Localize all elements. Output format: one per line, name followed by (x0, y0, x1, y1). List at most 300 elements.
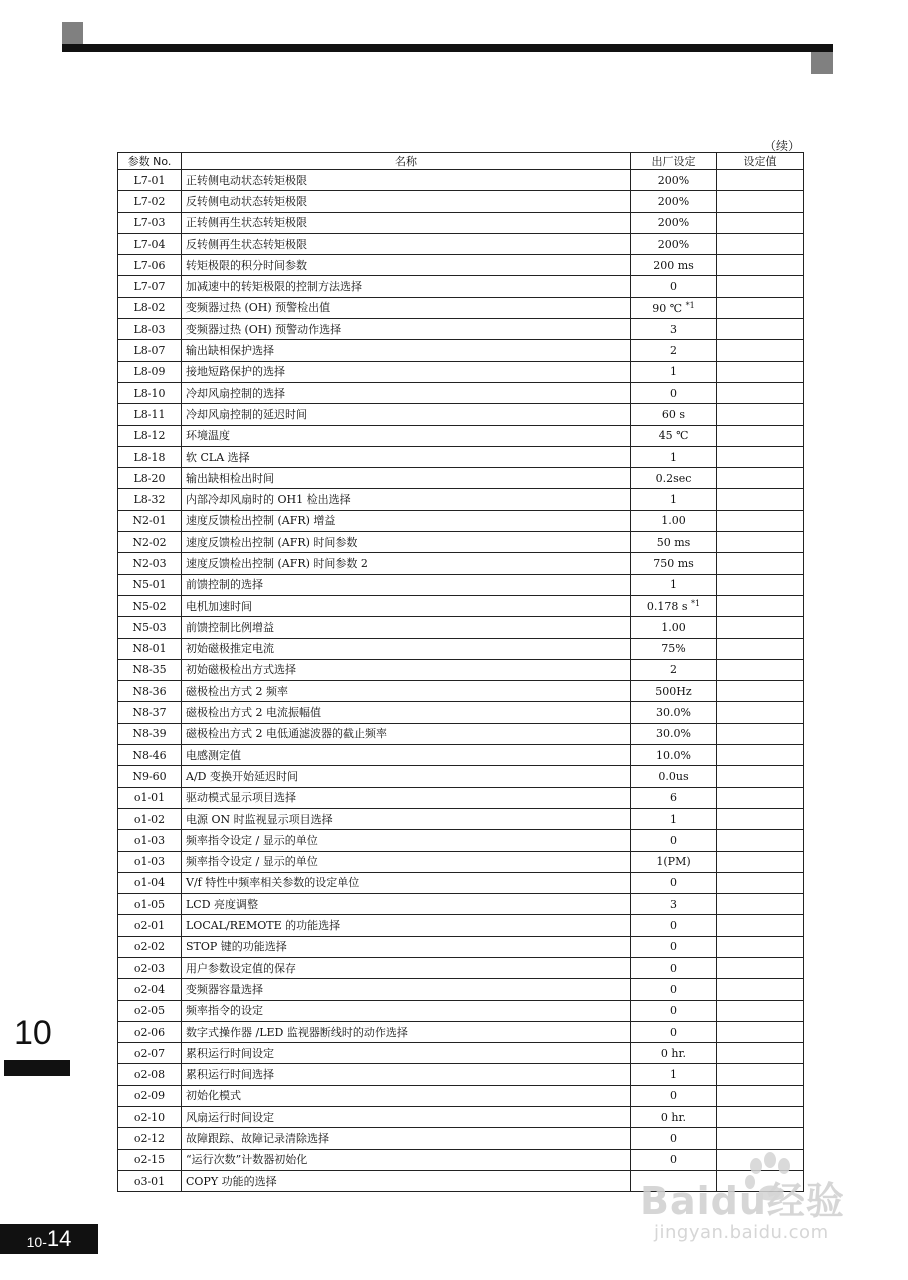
factory-setting-text: 30.0% (656, 727, 691, 741)
param-name-cell (182, 255, 631, 276)
factory-setting-cell (631, 1107, 717, 1128)
param-name-text: 磁极检出方式 2 电流振幅值 (186, 706, 321, 720)
param-no-cell (118, 446, 182, 467)
param-no-text: o1-01 (133, 791, 166, 805)
factory-setting-text: 0 (670, 982, 677, 996)
param-name-text: 速度反馈检出控制 (AFR) 时间参数 2 (186, 556, 368, 570)
factory-setting-text: 0 (670, 280, 677, 294)
setting-value-cell (717, 979, 804, 1000)
param-name-text: 正转侧电动状态转矩极限 (186, 173, 307, 187)
factory-setting-text: 200% (657, 237, 690, 251)
param-no-cell (118, 936, 182, 957)
footnote-marker: *1 (691, 599, 701, 609)
param-name-text: 用户参数设定值的保存 (186, 961, 296, 975)
param-no-cell (118, 1021, 182, 1042)
watermark-url: jingyan.baidu.com (654, 1222, 829, 1243)
factory-setting-cell (631, 957, 717, 978)
setting-value-cell (717, 830, 804, 851)
param-name-text: 变频器容量选择 (186, 982, 263, 996)
param-name-text: 累积运行时间选择 (186, 1068, 274, 1082)
param-name-cell (182, 191, 631, 212)
param-no-cell (118, 830, 182, 851)
param-no-text: N2-01 (132, 514, 167, 528)
factory-setting-text: 1 (670, 578, 677, 592)
param-name-text: 电感测定值 (186, 748, 241, 762)
table-row (118, 617, 804, 638)
factory-setting-text: 200% (657, 194, 690, 208)
param-no-cell (118, 255, 182, 276)
factory-setting-cell (631, 574, 717, 595)
factory-setting-cell (631, 936, 717, 957)
table-row (118, 957, 804, 978)
param-name-cell (182, 425, 631, 446)
param-no-text: o2-09 (133, 1089, 166, 1103)
param-no-cell (118, 638, 182, 659)
factory-setting-cell (631, 553, 717, 574)
table-row (118, 489, 804, 510)
param-name-text: 反转侧电动状态转矩极限 (186, 194, 307, 208)
factory-setting-cell (631, 510, 717, 531)
setting-value-cell (717, 170, 804, 191)
param-no-text: L7-04 (133, 237, 166, 251)
param-name-cell (182, 574, 631, 595)
table-row (118, 212, 804, 233)
param-name-text: 初始磁极推定电流 (186, 642, 274, 656)
table-row (118, 1021, 804, 1042)
table-row (118, 1085, 804, 1106)
factory-setting-cell (631, 915, 717, 936)
param-name-text: 内部冷却风扇时的 OH1 检出选择 (186, 493, 351, 507)
factory-setting-text: 45 ℃ (658, 429, 689, 443)
factory-setting-cell (631, 382, 717, 403)
table-row (118, 595, 804, 616)
param-name-cell (182, 404, 631, 425)
param-no-text: L8-11 (133, 407, 166, 421)
header-rule (62, 44, 833, 52)
factory-setting-text: 0 (670, 1004, 677, 1018)
param-no-text: N8-36 (132, 684, 167, 698)
setting-value-cell (717, 595, 804, 616)
table-row (118, 872, 804, 893)
param-no-text: o1-03 (133, 833, 166, 847)
setting-value-cell (717, 510, 804, 531)
param-no-cell (118, 1107, 182, 1128)
factory-setting-text: 0 (670, 876, 677, 890)
param-name-text: 初始磁极检出方式选择 (186, 663, 296, 677)
factory-setting-cell (631, 1064, 717, 1085)
setting-value-cell (717, 446, 804, 467)
setting-value-cell (717, 233, 804, 254)
param-name-text: LOCAL/REMOTE 的功能选择 (186, 919, 341, 933)
setting-value-cell (717, 340, 804, 361)
table-row (118, 361, 804, 382)
parameter-table (117, 152, 804, 1192)
param-no-text: L8-09 (133, 365, 166, 379)
table-row (118, 659, 804, 680)
setting-value-cell (717, 276, 804, 297)
param-no-cell (118, 1043, 182, 1064)
param-name-cell (182, 1170, 631, 1191)
param-name-text: 环境温度 (186, 429, 230, 443)
factory-setting-cell (631, 468, 717, 489)
param-no-text: L8-18 (133, 450, 166, 464)
factory-setting-text: 2 (670, 663, 677, 677)
factory-setting-cell (631, 170, 717, 191)
table-row (118, 404, 804, 425)
param-name-cell (182, 170, 631, 191)
param-name-text: LCD 亮度调整 (186, 897, 259, 911)
param-name-cell (182, 1043, 631, 1064)
setting-value-cell (717, 297, 804, 318)
factory-setting-cell (631, 1000, 717, 1021)
param-no-text: N5-02 (132, 599, 167, 613)
param-no-cell (118, 319, 182, 340)
param-name-cell (182, 1021, 631, 1042)
table-row (118, 468, 804, 489)
param-name-text: COPY 功能的选择 (186, 1174, 277, 1188)
param-name-text: 累积运行时间设定 (186, 1046, 274, 1060)
factory-setting-cell (631, 361, 717, 382)
param-name-cell (182, 659, 631, 680)
factory-setting-cell (631, 851, 717, 872)
param-no-cell (118, 745, 182, 766)
param-name-cell (182, 446, 631, 467)
setting-value-cell (717, 574, 804, 595)
param-no-text: o2-15 (133, 1153, 166, 1167)
param-name-cell (182, 212, 631, 233)
param-no-cell (118, 276, 182, 297)
factory-setting-cell (631, 681, 717, 702)
param-no-text: L8-03 (133, 322, 166, 336)
table-row (118, 1107, 804, 1128)
factory-setting-cell (631, 766, 717, 787)
factory-setting-cell (631, 787, 717, 808)
setting-value-cell (717, 745, 804, 766)
page-number-prefix: 10- (26, 1234, 47, 1250)
table-row (118, 233, 804, 254)
header-factory-setting: 出厂设定 (631, 153, 717, 170)
factory-setting-cell (631, 638, 717, 659)
factory-setting-text: 0 (670, 1025, 677, 1039)
header-right-block (811, 52, 833, 74)
page-number-value: 14 (46, 1226, 72, 1251)
param-name-cell (182, 1064, 631, 1085)
factory-setting-text: 200% (657, 216, 690, 230)
param-no-text: L8-02 (133, 301, 166, 315)
footnote-marker: *1 (685, 300, 695, 310)
table-row (118, 1128, 804, 1149)
table-row (118, 702, 804, 723)
param-no-cell (118, 404, 182, 425)
factory-setting-cell (631, 894, 717, 915)
table-row (118, 787, 804, 808)
param-name-text: 电源 ON 时监视显示项目选择 (186, 812, 333, 826)
param-name-cell (182, 319, 631, 340)
param-no-cell (118, 915, 182, 936)
factory-setting-text: 1(PM) (656, 855, 691, 869)
param-name-cell (182, 851, 631, 872)
param-no-text: o1-03 (133, 855, 166, 869)
param-name-cell (182, 872, 631, 893)
setting-value-cell (717, 957, 804, 978)
factory-setting-text: 500Hz (655, 684, 692, 698)
param-no-cell (118, 808, 182, 829)
param-no-cell (118, 872, 182, 893)
param-name-text: 输出缺相保护选择 (186, 344, 274, 358)
factory-setting-text: 0.2sec (655, 471, 692, 485)
factory-setting-cell (631, 1021, 717, 1042)
param-no-text: L8-12 (133, 429, 166, 443)
param-no-cell (118, 851, 182, 872)
factory-setting-cell (631, 425, 717, 446)
factory-setting-text: 60 s (661, 407, 686, 421)
param-name-text: V/f 特性中频率相关参数的设定单位 (186, 876, 360, 890)
table-row (118, 1064, 804, 1085)
param-no-text: L7-02 (133, 194, 166, 208)
param-no-text: N8-35 (132, 663, 167, 677)
param-name-text: 磁极检出方式 2 频率 (186, 684, 288, 698)
param-name-text: 频率指令设定 / 显示的单位 (186, 833, 318, 847)
param-no-cell (118, 1170, 182, 1191)
param-no-text: L8-20 (133, 471, 166, 485)
setting-value-cell (717, 468, 804, 489)
setting-value-cell (717, 894, 804, 915)
param-name-text: STOP 键的功能选择 (186, 940, 287, 954)
factory-setting-text: 0 (670, 961, 677, 975)
param-no-text: o2-10 (133, 1110, 166, 1124)
table-row (118, 191, 804, 212)
param-no-text: o2-03 (133, 961, 166, 975)
factory-setting-text: 1 (670, 812, 677, 826)
param-name-cell (182, 745, 631, 766)
param-no-text: N8-01 (132, 642, 167, 656)
table-row (118, 297, 804, 318)
param-name-text: 频率指令的设定 (186, 1004, 263, 1018)
factory-setting-cell (631, 212, 717, 233)
factory-setting-text: 0 (670, 919, 677, 933)
param-name-text: 前馈控制的选择 (186, 578, 263, 592)
factory-setting-text: 6 (670, 791, 677, 805)
param-name-cell (182, 1149, 631, 1170)
factory-setting-text: 2 (670, 344, 677, 358)
param-no-cell (118, 723, 182, 744)
param-no-cell (118, 510, 182, 531)
factory-setting-cell (631, 297, 717, 318)
param-name-cell (182, 957, 631, 978)
param-no-text: L8-32 (133, 493, 166, 507)
setting-value-cell (717, 1064, 804, 1085)
param-no-text: L7-07 (133, 280, 166, 294)
param-no-cell (118, 553, 182, 574)
table-row (118, 851, 804, 872)
param-name-text: 速度反馈检出控制 (AFR) 增益 (186, 514, 336, 528)
factory-setting-text: 0 hr. (660, 1046, 687, 1060)
param-no-cell (118, 787, 182, 808)
setting-value-cell (717, 851, 804, 872)
param-name-text: 冷却风扇控制的选择 (186, 386, 285, 400)
factory-setting-text: 0 (670, 1132, 677, 1145)
table-row (118, 276, 804, 297)
param-name-text: 故障跟踪、故障记录清除选择 (186, 1132, 329, 1145)
param-name-text: 前馈控制比例增益 (186, 620, 274, 634)
setting-value-cell (717, 638, 804, 659)
factory-setting-cell (631, 446, 717, 467)
table-row (118, 382, 804, 403)
param-name-text: 软 CLA 选择 (186, 450, 250, 464)
param-no-text: N2-03 (132, 556, 167, 570)
param-no-cell (118, 212, 182, 233)
param-no-text: o2-01 (133, 919, 166, 933)
table-row (118, 532, 804, 553)
factory-setting-cell (631, 872, 717, 893)
factory-setting-text: 0 (670, 940, 677, 954)
param-no-cell (118, 361, 182, 382)
param-name-cell (182, 936, 631, 957)
factory-setting-text: 3 (670, 897, 677, 911)
param-name-cell (182, 510, 631, 531)
param-no-text: o1-05 (133, 897, 166, 911)
param-no-text: N5-03 (132, 620, 167, 634)
param-no-cell (118, 191, 182, 212)
setting-value-cell (717, 489, 804, 510)
param-no-cell (118, 468, 182, 489)
chapter-number: 10 (14, 1014, 52, 1052)
param-name-text: 正转侧再生状态转矩极限 (186, 216, 307, 230)
factory-setting-cell (631, 489, 717, 510)
param-name-text: 磁极检出方式 2 电低通滤波器的截止频率 (186, 727, 387, 741)
param-no-text: N2-02 (132, 535, 167, 549)
setting-value-cell (717, 404, 804, 425)
factory-setting-cell (631, 702, 717, 723)
factory-setting-text: 0 (670, 833, 677, 847)
setting-value-cell (717, 1021, 804, 1042)
table-row (118, 319, 804, 340)
header-param-no: 参数 No. (118, 153, 182, 170)
param-no-cell (118, 1128, 182, 1149)
param-name-cell (182, 766, 631, 787)
table-row (118, 830, 804, 851)
table-row (118, 638, 804, 659)
setting-value-cell (717, 936, 804, 957)
param-no-text: L7-06 (133, 258, 166, 272)
param-name-cell (182, 681, 631, 702)
param-no-cell (118, 425, 182, 446)
table-row (118, 446, 804, 467)
page-number (0, 1224, 98, 1254)
table-row (118, 1000, 804, 1021)
param-name-cell (182, 702, 631, 723)
param-name-cell (182, 553, 631, 574)
table-row (118, 979, 804, 1000)
factory-setting-cell (631, 830, 717, 851)
setting-value-cell (717, 723, 804, 744)
factory-setting-text: 0.0us (658, 769, 689, 783)
param-name-cell (182, 723, 631, 744)
param-no-text: L8-07 (133, 344, 166, 358)
factory-setting-cell (631, 532, 717, 553)
setting-value-cell (717, 808, 804, 829)
setting-value-cell (717, 1128, 804, 1149)
setting-value-cell (717, 191, 804, 212)
param-name-text: A/D 变换开始延迟时间 (186, 769, 298, 783)
param-name-text: 输出缺相检出时间 (186, 471, 274, 485)
param-name-text: 变频器过热 (OH) 预警动作选择 (186, 322, 342, 336)
param-name-cell (182, 638, 631, 659)
factory-setting-cell (631, 319, 717, 340)
param-no-text: o1-04 (133, 876, 166, 890)
param-no-text: o3-01 (133, 1174, 166, 1188)
table-row (118, 681, 804, 702)
param-no-cell (118, 1000, 182, 1021)
param-name-cell (182, 1107, 631, 1128)
param-name-text: 风扇运行时间设定 (186, 1110, 274, 1124)
param-name-cell (182, 489, 631, 510)
table-row (118, 425, 804, 446)
setting-value-cell (717, 361, 804, 382)
table-row (118, 255, 804, 276)
param-no-cell (118, 1085, 182, 1106)
table-header-row (118, 153, 804, 170)
setting-value-cell (717, 255, 804, 276)
param-no-cell (118, 681, 182, 702)
param-name-cell (182, 915, 631, 936)
param-no-text: N8-46 (132, 748, 167, 762)
param-no-text: o2-12 (133, 1132, 166, 1145)
param-no-cell (118, 1149, 182, 1170)
param-no-cell (118, 489, 182, 510)
factory-setting-cell (631, 617, 717, 638)
param-no-text: N5-01 (132, 578, 167, 592)
param-no-text: N9-60 (132, 769, 167, 783)
param-name-cell (182, 830, 631, 851)
watermark (640, 1148, 880, 1248)
factory-setting-text: 75% (661, 642, 686, 656)
factory-setting-cell (631, 979, 717, 1000)
param-no-cell (118, 617, 182, 638)
param-no-text: o1-02 (133, 812, 166, 826)
param-no-cell (118, 766, 182, 787)
param-name-text: 加减速中的转矩极限的控制方法选择 (186, 280, 362, 294)
setting-value-cell (717, 319, 804, 340)
setting-value-cell (717, 1000, 804, 1021)
setting-value-cell (717, 212, 804, 233)
factory-setting-text: 0 (670, 1153, 677, 1167)
factory-setting-cell (631, 595, 717, 616)
param-no-text: N8-39 (132, 727, 167, 741)
param-name-text: 冷却风扇控制的延迟时间 (186, 407, 307, 421)
factory-setting-text: 750 ms (653, 556, 694, 570)
param-name-cell (182, 233, 631, 254)
param-name-cell (182, 297, 631, 318)
setting-value-cell (717, 766, 804, 787)
factory-setting-text: 50 ms (656, 535, 691, 549)
param-no-cell (118, 894, 182, 915)
factory-setting-cell (631, 723, 717, 744)
factory-setting-cell (631, 1128, 717, 1149)
param-name-cell (182, 382, 631, 403)
param-no-cell (118, 233, 182, 254)
param-name-cell (182, 808, 631, 829)
table-row (118, 723, 804, 744)
param-name-text: 数字式操作器 /LED 监视器断线时的动作选择 (186, 1025, 408, 1039)
param-name-cell (182, 468, 631, 489)
factory-setting-text: 1 (670, 493, 677, 507)
param-no-cell (118, 957, 182, 978)
table-row (118, 808, 804, 829)
param-name-cell (182, 595, 631, 616)
param-name-cell (182, 787, 631, 808)
param-no-cell (118, 170, 182, 191)
